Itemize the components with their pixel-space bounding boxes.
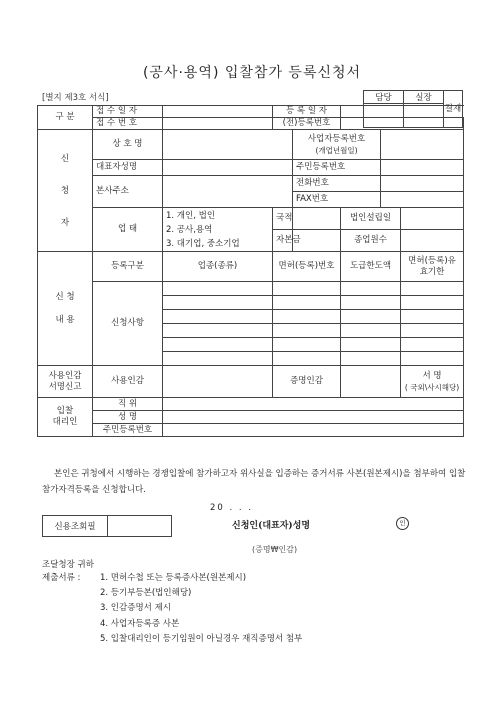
label-credit-check: 신용조회필 [43, 516, 108, 537]
hq-address-field[interactable] [163, 176, 293, 208]
header-license-expiry-1: 면허(등록)유 [408, 255, 456, 266]
label-used-seal: 사용인감 [93, 366, 163, 398]
label-signature: 서 명 [422, 370, 442, 381]
request-cell[interactable] [341, 310, 401, 324]
request-cell[interactable] [401, 296, 464, 310]
registration-date-field[interactable] [341, 106, 464, 118]
header-contract-limit: 도급한도액 [341, 252, 401, 282]
business-option-2[interactable]: 2. 공사,용역 [166, 224, 213, 235]
header-license-expiry-2: 효기한 [419, 266, 445, 277]
agent-name-field[interactable] [163, 411, 464, 424]
certified-seal-field[interactable] [341, 366, 401, 398]
label-representative: 대표자성명 [93, 160, 163, 176]
label-agent-resident-no: 주민등록번호 [93, 424, 163, 437]
request-cell[interactable] [273, 310, 341, 324]
document-item: 5. 입찰대리인이 등기임원이 아닐경우 재직증명서 첨부 [100, 633, 303, 644]
fax-field[interactable] [381, 192, 464, 208]
label-company-name: 상 호 명 [93, 130, 163, 160]
label-business-no [293, 130, 381, 160]
request-cell[interactable] [341, 296, 401, 310]
label-applicant [38, 130, 93, 252]
request-cell[interactable] [273, 338, 341, 352]
label-applicant-1: 신 [60, 153, 70, 164]
request-cell[interactable] [273, 324, 341, 338]
document-item: 4. 사업자등록증 사본 [100, 618, 180, 629]
prev-registration-no-field[interactable] [341, 118, 464, 130]
label-fax: FAX번호 [293, 192, 381, 208]
document-item: 3. 인감증명서 제시 [100, 603, 171, 614]
request-cell[interactable] [341, 352, 401, 366]
founding-date-field[interactable] [401, 208, 464, 230]
form-title: (공사·용역) 입찰참가 등록신청서 [142, 65, 362, 81]
document-item: 1. 면허수첩 또는 등록증사본(원본제시) [100, 573, 247, 583]
label-business-type: 업 태 [93, 208, 163, 252]
nationality-field[interactable] [293, 208, 341, 230]
request-cell[interactable] [163, 352, 273, 366]
signature-cell[interactable] [401, 366, 464, 398]
request-cell[interactable] [163, 282, 273, 296]
representative-field[interactable] [163, 160, 293, 176]
header-registration-type: 등록구분 [93, 252, 163, 282]
label-prev-registration-no: (전)등록번호 [273, 118, 341, 130]
form-number: [별지 제3호 서식] [42, 93, 109, 103]
label-business-no-sub: (개업년월일) [315, 145, 358, 155]
credit-check-box [42, 515, 172, 537]
credit-check-field[interactable] [108, 516, 172, 537]
registration-form-table [37, 101, 464, 437]
label-capital: 자본금 [273, 230, 293, 252]
request-cell[interactable] [163, 324, 273, 338]
request-cell[interactable] [273, 282, 341, 296]
label-applicant-3: 자 [60, 217, 70, 228]
label-request-content [38, 252, 93, 366]
label-phone: 전화번호 [293, 176, 381, 192]
request-cell[interactable] [401, 352, 464, 366]
approval-role-staff: 담당 [364, 91, 404, 104]
label-signature-sub: ( 국외\사시해당) [404, 382, 460, 392]
label-bid-agent [38, 398, 93, 437]
label-receipt-no: 접 수 번 호 [93, 118, 163, 130]
business-type-options [163, 208, 273, 252]
request-cell[interactable] [163, 296, 273, 310]
approval-label: 결재 [444, 91, 463, 128]
label-nationality: 국적 [273, 208, 293, 230]
label-request-1: 신 청 [55, 291, 75, 302]
company-name-field[interactable] [163, 130, 293, 160]
document-item: 2. 등기부등본(법인해당) [100, 588, 192, 599]
seal-mark-icon[interactable]: 인 [396, 517, 409, 530]
label-employees: 종업원수 [341, 230, 401, 252]
documents-list [100, 571, 302, 647]
label-seal-1: 사용인감 [48, 370, 82, 381]
label-applicant-2: 청 [60, 185, 70, 196]
request-cell[interactable] [401, 282, 464, 296]
label-seal-2: 서명신고 [48, 381, 82, 392]
label-seal-registration [38, 366, 93, 398]
request-cell[interactable] [401, 338, 464, 352]
label-registration-date: 등 록 일 자 [273, 106, 341, 118]
documents-label: 제출서류 : [42, 573, 81, 583]
request-cell[interactable] [341, 282, 401, 296]
request-cell[interactable] [341, 338, 401, 352]
approval-role-manager: 실장 [404, 91, 444, 104]
label-resident-no: 주민등록번호 [293, 160, 381, 176]
label-request-2: 내 용 [55, 314, 75, 325]
header-license-expiry [401, 252, 464, 282]
label-request-items: 신청사항 [93, 282, 163, 366]
label-agent-2: 대리인 [52, 417, 78, 427]
request-cell[interactable] [401, 324, 464, 338]
resident-no-field[interactable] [381, 160, 464, 176]
business-option-3[interactable]: 3. 대기업, 중소기업 [166, 238, 240, 249]
label-agent-name: 성 명 [93, 411, 163, 424]
applicant-signature-label: 신청인(대표자)성명 [232, 521, 311, 531]
receipt-no-field[interactable] [163, 118, 273, 130]
label-founding-date: 법인설립일 [341, 208, 401, 230]
request-cell[interactable] [273, 352, 341, 366]
receipt-date-field[interactable] [163, 106, 273, 118]
label-classification: 구 분 [38, 106, 93, 130]
agent-position-field[interactable] [163, 398, 464, 411]
label-business-no-main: 사업자등록번호 [307, 133, 366, 144]
employees-field[interactable] [401, 230, 464, 252]
request-cell[interactable] [341, 324, 401, 338]
label-receipt-date: 접 수 일 자 [93, 106, 163, 118]
signature-note: (증명₩인감) [252, 545, 298, 554]
request-cell[interactable] [273, 296, 341, 310]
phone-field[interactable] [381, 176, 464, 192]
header-industry-type: 업종(종류) [163, 252, 273, 282]
agent-resident-no-field[interactable] [163, 424, 464, 437]
label-agent-position: 직 위 [93, 398, 163, 411]
label-certified-seal: 증명인감 [273, 366, 341, 398]
addressee: 조달청장 귀하 [42, 560, 94, 570]
request-cell[interactable] [163, 338, 273, 352]
date-line[interactable]: 20 . . . [210, 503, 254, 513]
declaration-text: 본인은 귀청에서 시행하는 경쟁입찰에 참가하고자 위사실을 입증하는 증거서류 사본(원본제시)을 첨부하여 입찰참가자격등록을 신청합니다. [42, 469, 466, 495]
request-cell[interactable] [163, 310, 273, 324]
label-agent-1: 입찰 [56, 406, 74, 416]
business-no-field[interactable] [381, 130, 464, 160]
label-hq-address: 본사주소 [93, 176, 163, 208]
used-seal-field[interactable] [163, 366, 273, 398]
header-license-no: 면허(등록)번호 [273, 252, 341, 282]
business-option-1[interactable]: 1. 개인, 법인 [166, 210, 216, 221]
request-cell[interactable] [401, 310, 464, 324]
